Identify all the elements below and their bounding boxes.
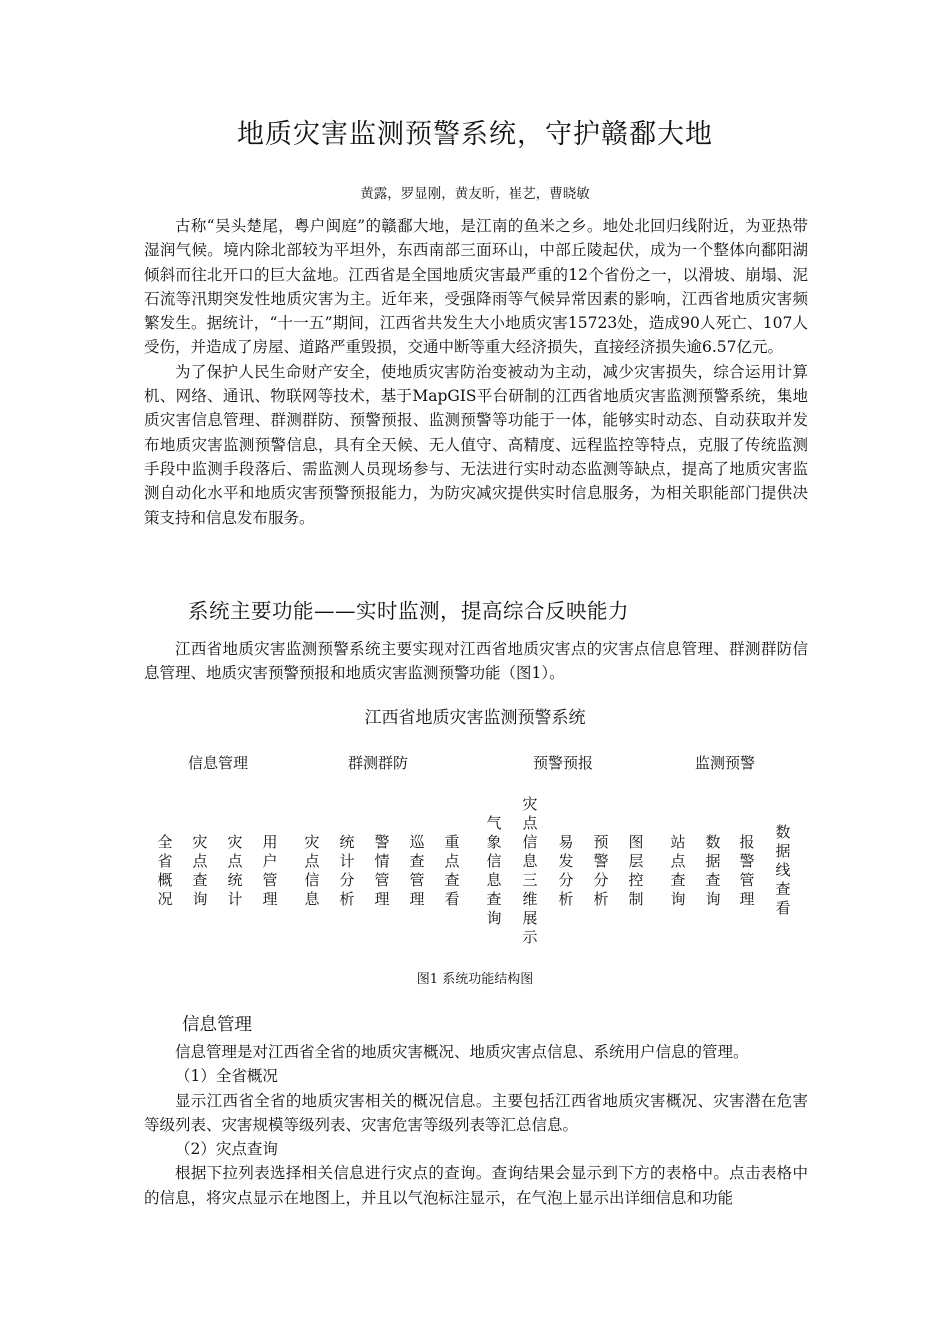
diagram-group-label: 预警预报 (532, 754, 593, 772)
diagram-leaf-node: 灾点信息三维展示 (522, 795, 538, 946)
diagram-leaf-node: 统计分析 (339, 833, 355, 908)
diagram-leaf-node: 全省概况 (157, 833, 173, 908)
diagram-leaf-node: 气象信息查询 (486, 814, 502, 927)
diagram-leaf-node: 站点查询 (670, 833, 686, 908)
diagram-group-label: 信息管理 (187, 754, 248, 772)
article-title: 地质灾害监测预警系统，守护赣鄱大地 (237, 119, 713, 150)
intro-paragraph: 为了保护人民生命财产安全，使地质灾害防治变被动为主动，减少灾害损失，综合运用计算机、网络、通讯、物联网等技术，基于MapGIS平台研制的江西省地质灾害监测预警系统，集地质灾害信息管理、群测群防、预警预报、监测预警等功能于一体，能够实时动态、自动获取并发布地质灾害监测预警信息，具有全天候、无人值守、高精度、远程监控等特点，克服了传统监测手段中监测手段落后、需监测人员现场参与、无法进行实时动态监测等缺点，提高了地质灾害监测自动化水平和地质灾害预警预报能力，为防灾减灾提供实时信息服务，为相关职能部门提供决策支持和信息发布服务。 (144, 362, 808, 527)
subsection-heading: 信息管理 (182, 1015, 252, 1035)
intro-section (144, 214, 808, 530)
info-management-body (144, 1040, 808, 1210)
diagram-leaf-node: 报警管理 (739, 833, 755, 908)
info-paragraph: 信息管理是对江西省全省的地质灾害概况、地质灾害点信息、系统用户信息的管理。 (175, 1043, 749, 1061)
diagram-leaf-node: 数据查询 (705, 833, 721, 908)
diagram-leaf-node: 灾点信息 (304, 833, 320, 908)
diagram-leaf-node: 灾点查询 (192, 833, 208, 908)
section-body (144, 637, 808, 686)
section-paragraph: 江西省地质灾害监测预警系统主要实现对江西省地质灾害点的灾害点信息管理、群测群防信息管理、地质灾害预警预报和地质灾害监测预警功能（图1）。 (144, 640, 808, 683)
diagram-leaf-node: 易发分析 (558, 833, 574, 908)
diagram-leaf-node: 灾点统计 (227, 833, 243, 908)
diagram-title: 江西省地质灾害监测预警系统 (364, 708, 586, 728)
intro-paragraph: 古称“吴头楚尾，粤户闽庭”的赣鄱大地，是江南的鱼米之乡。地处北回归线附近，为亚热带湿润气候。境内除北部较为平坦外，东西南部三面环山，中部丘陵起伏，成为一个整体向鄱阳湖倾斜而往北开口的巨大盆地。江西省是全国地质灾害最严重的12个省份之一，以滑坡、崩塌、泥石流等汛期突发性地质灾害为主。近年来，受强降雨等气候异常因素的影响，江西省地质灾害频繁发生。据统计，“十一五”期间，江西省共发生大小地质灾害15723处，造成90人死亡、107人受伤，并造成了房屋、道路严重毁损，交通中断等重大经济损失，直接经济损失逾6.57亿元。 (144, 217, 808, 357)
diagram-leaf-node: 警情管理 (374, 833, 390, 908)
info-paragraph: 显示江西省全省的地质灾害相关的概况信息。主要包括江西省地质灾害概况、灾害潜在危害等级列表、灾害规模等级列表、灾害危害等级列表等汇总信息。 (144, 1091, 808, 1134)
diagram-group-label: 监测预警 (694, 754, 755, 772)
diagram-leaf-node: 图层控制 (628, 833, 644, 908)
author-list: 黄露，罗显刚，黄友昕，崔艺，曹晓敏 (360, 186, 590, 202)
diagram-leaf-node: 数据线查看 (775, 823, 791, 917)
info-paragraph: 根据下拉列表选择相关信息进行灾点的查询。查询结果会显示到下方的表格中。点击表格中的信息，将灾点显示在地图上，并且以气泡标注显示，在气泡上显示出详细信息和功能 (144, 1164, 808, 1207)
list-item-heading: （1）全省概况 (175, 1067, 278, 1086)
list-item-heading: （2）灾点查询 (175, 1140, 278, 1159)
diagram-leaf-node: 巡查管理 (409, 833, 425, 908)
diagram-group-label: 群测群防 (347, 754, 408, 772)
figure-caption: 图1 系统功能结构图 (416, 972, 534, 987)
diagram-leaf-node: 预警分析 (593, 833, 609, 908)
section-heading: 系统主要功能——实时监测，提高综合反映能力 (188, 599, 629, 623)
diagram-leaf-node: 重点查看 (444, 833, 460, 908)
diagram-leaf-node: 用户管理 (262, 833, 278, 908)
